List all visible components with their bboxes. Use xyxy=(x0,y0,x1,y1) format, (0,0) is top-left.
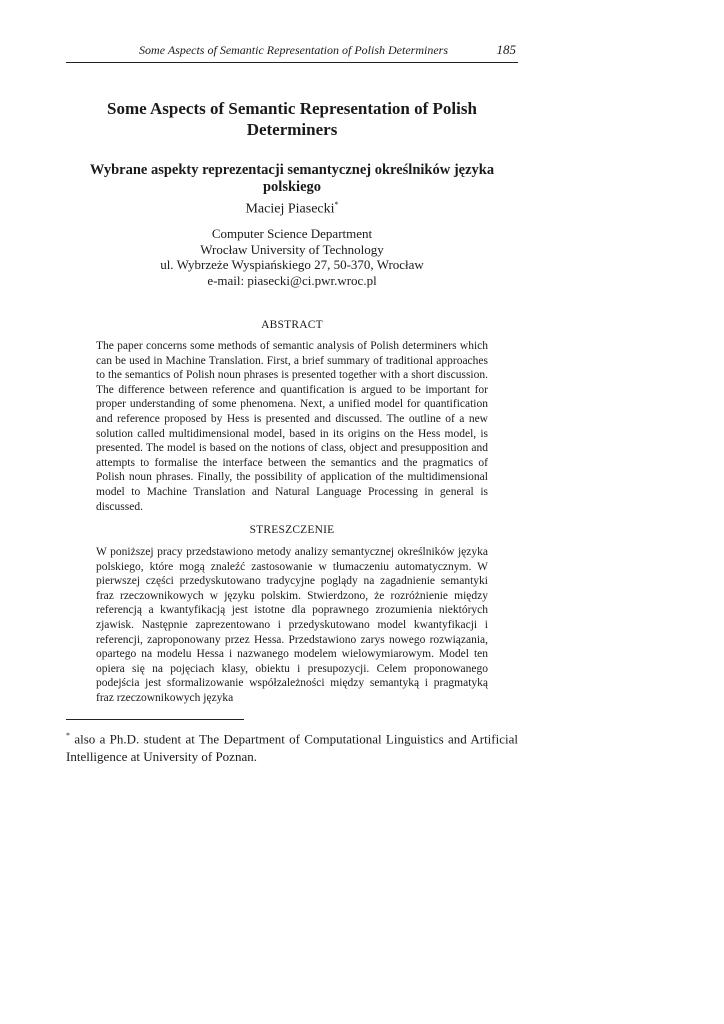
running-header xyxy=(66,40,518,62)
streszczenie-text: W poniższej pracy przedstawiono metody analizy semantycznej określników języka polskiego, które mogą znaleźć zastosowanie w tłumaczeniu automatycznym. W pierwszej części przedyskutowano tradycyjne poglądy na zagadnienie semantyki fraz rzeczownikowych w języku polskim. Stwierdzono, że rozróżnienie między referencją a kwantyfikacją jest istotne dla poprawnego zrozumienia niektórych zjawisk. Następnie zaprezentowano i przedyskutowano model kwantyfikacji i referencji, zaproponowany przez Hessa. Przedstawiono zarys nowego rozwiązania, opartego na modelu Hessa i nazwanego modelem wielowymiarowym. Model ten opiera się na pojęciach klasy, obiektu i presupozycji. Celem proponowanego podejścia jest sformalizowanie współzależności między semantyką i pragmatyką fraz rzeczownikowych języka xyxy=(96,546,488,704)
author-name: Maciej Piasecki xyxy=(245,201,335,217)
footnote-text: also a Ph.D. student at The Department of Computational Linguistics and Artificial Intelligence at University of Poznan. xyxy=(66,731,518,765)
footnote-rule xyxy=(66,719,244,720)
affiliation-email: e-mail: piasecki@ci.pwr.wroc.pl xyxy=(207,272,377,288)
abstract-heading: ABSTRACT xyxy=(261,319,323,331)
author-affiliation xyxy=(66,226,518,288)
paper-title: Some Aspects of Semantic Representation of Polish Determiners xyxy=(107,99,477,139)
author-footnote-mark: * xyxy=(334,200,339,209)
paper-title-polish: Wybrane aspekty reprezentacji semantycznej określników języka polskiego xyxy=(89,162,495,195)
author-line xyxy=(66,200,518,218)
footnote-mark: * xyxy=(66,731,70,740)
affiliation-address: ul. Wybrzeże Wyspiańskiego 27, 50-370, Wrocław xyxy=(160,257,424,273)
streszczenie-heading: STRESZCZENIE xyxy=(249,524,335,536)
header-rule xyxy=(66,62,518,63)
footnote xyxy=(66,727,518,766)
abstract-text: The paper concerns some methods of semantic analysis of Polish determiners which can be used in Machine Translation. First, a brief summary of traditional approaches to the semantics of Polish noun phrases is presented together with a short discussion. The difference between reference and quantification is argued to be important for proper understanding of some phenomena. Next, a unified model for quantification and reference proposed by Hess is presented and discussed. The outline of a new solution called multidimensional model, based in its origins on the Hess model, is presented. The model is based on the notions of class, object and presupposition and attempts to formalise the interface between the semantics and the pragmatics of Polish noun phrases. Finally, the possibility of application of the multidimensional model to Machine Translation and Natural Language Processing in general is discussed. xyxy=(96,340,488,513)
affiliation-university: Wrocław University of Technology xyxy=(200,241,384,257)
affiliation-department: Computer Science Department xyxy=(211,226,373,241)
running-title: Some Aspects of Semantic Representation of Polish Determiners xyxy=(139,43,448,57)
page-number: 185 xyxy=(496,42,516,57)
